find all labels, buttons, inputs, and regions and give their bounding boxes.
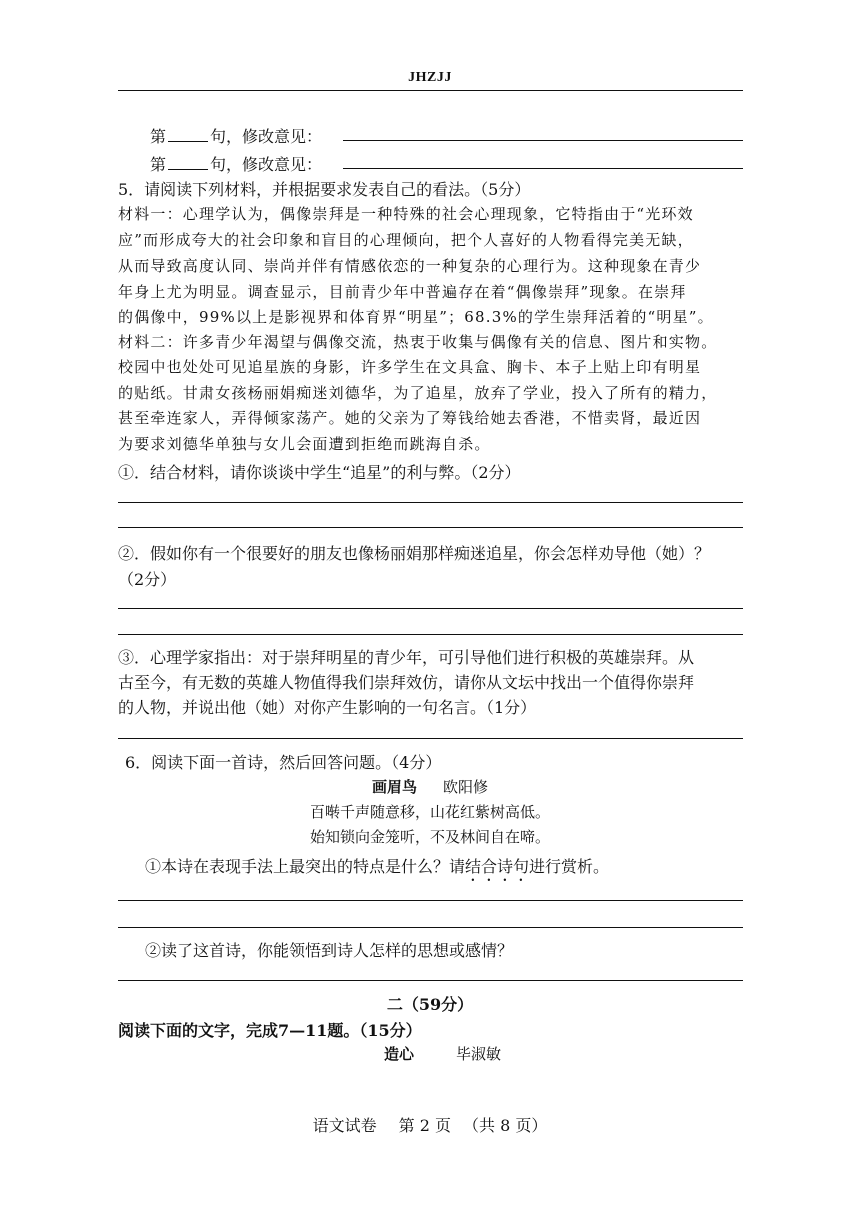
article-heading xyxy=(384,1043,501,1064)
q5-material2-line: 的贴纸。甘肃女孩杨丽娟痴迷刘德华，为了追星，放弃了学业，投入了所有的精力， xyxy=(118,384,718,402)
q5-sub1: ①．结合材料，请你谈谈中学生“追星”的利与弊。（2分） xyxy=(118,463,521,482)
section-title: 二（59分） xyxy=(386,995,474,1014)
answer-line[interactable] xyxy=(118,634,743,635)
revision-prefix: 第 xyxy=(150,155,167,174)
q5-material2-line: 甚至牵连家人，弄得倾家荡产。她的父亲为了筹钱给她去香港，不惜卖肾，最近因 xyxy=(118,409,702,427)
q6-title: 6．阅读下面一首诗，然后回答问题。（4分） xyxy=(125,753,442,772)
revision-prefix: 第 xyxy=(150,127,167,146)
q6-sub1-text-end: 进行赏析。 xyxy=(529,857,610,876)
q5-sub3-line: 古至今，有无数的英雄人物值得我们崇拜效仿，请你从文坛中找出一个值得你崇拜 xyxy=(118,673,695,692)
q5-material1-line: 应”而形成夸大的社会印象和盲目的心理倾向，把个人喜好的人物看得完美无缺， xyxy=(118,231,694,249)
revision-line-2 xyxy=(150,152,322,175)
page-footer xyxy=(0,1113,860,1136)
answer-line[interactable] xyxy=(118,900,743,901)
revision-suffix: 句，修改意见： xyxy=(210,155,323,174)
article-title: 造心 xyxy=(384,1045,415,1063)
q5-material1-line: 年身上尤为明显。调查显示，目前青少年中普遍存在着“偶像崇拜”现象。在崇拜 xyxy=(118,283,687,301)
footer-page: 第 2 页 xyxy=(398,1116,451,1135)
page-header: JHZJJ xyxy=(408,70,452,85)
q5-material2-line: 材料二：许多青少年渴望与偶像交流，热衷于收集与偶像有关的信息、图片和实物。 xyxy=(118,333,718,351)
footer-subject: 语文试卷 xyxy=(312,1116,377,1135)
header-rule xyxy=(118,90,743,91)
answer-line[interactable] xyxy=(118,980,743,981)
poem-title: 画眉鸟 xyxy=(371,778,417,796)
article-author: 毕淑敏 xyxy=(456,1045,502,1063)
q5-sub3-line: 的人物，并说出他（她）对你产生影响的一句名言。（1分） xyxy=(118,698,537,717)
q5-material2-line: 为要求刘德华单独与女儿会面遭到拒绝而跳海自杀。 xyxy=(118,435,491,453)
q6-sub1-emphasis: 结合诗句 xyxy=(465,857,530,876)
q5-sub2: ②．假如你有一个很要好的朋友也像杨丽娟那样痴迷追星，你会怎样劝导他（她）？ xyxy=(118,544,711,563)
footer-total: （共 8 页） xyxy=(463,1116,548,1135)
q6-sub1-text: ①本诗在表现手法上最突出的特点是什么？请 xyxy=(145,857,466,876)
q5-title: 5．请阅读下列材料，并根据要求发表自己的看法。（5分） xyxy=(118,180,531,199)
revision-suffix: 句，修改意见： xyxy=(210,127,323,146)
answer-line[interactable] xyxy=(118,608,743,609)
q5-sub3-line: ③．心理学家指出：对于崇拜明星的青少年，可引导他们进行积极的英雄崇拜。从 xyxy=(118,648,695,667)
q5-material1-line: 材料一：心理学认为，偶像崇拜是一种特殊的社会心理现象，它特指由于“光环效 xyxy=(118,205,694,223)
poem-line: 百啭千声随意移，山花红紫树高低。 xyxy=(309,803,550,821)
poem-line: 始知锁向金笼听，不及林间自在啼。 xyxy=(309,828,550,846)
revision-answer-line-1[interactable] xyxy=(343,140,743,141)
answer-line[interactable] xyxy=(118,927,743,928)
q5-material1-line: 的偶像中，99%以上是影视界和体育界“明星”；68.3%的学生崇拜活着的“明星”。 xyxy=(118,308,714,326)
poem-heading xyxy=(0,776,860,797)
revision-line-1 xyxy=(150,124,322,147)
answer-line[interactable] xyxy=(118,738,743,739)
q5-material1-line: 从而导致高度认同、崇尚并伴有情感依恋的一种复杂的心理行为。这种现象在青少 xyxy=(118,257,702,275)
section-instruction: 阅读下面的文字，完成7—11题。（15分） xyxy=(118,1021,422,1040)
q6-sub2: ②读了这首诗，你能领悟到诗人怎样的思想或感情？ xyxy=(145,941,514,960)
revision-answer-line-2[interactable] xyxy=(343,168,743,169)
q6-sub1 xyxy=(145,854,609,885)
sentence-number-blank[interactable] xyxy=(168,155,208,170)
sentence-number-blank[interactable] xyxy=(168,127,208,142)
poem-author: 欧阳修 xyxy=(443,778,489,796)
answer-line[interactable] xyxy=(118,527,743,528)
answer-line[interactable] xyxy=(118,502,743,503)
q5-sub2-points: （2分） xyxy=(118,570,177,589)
q5-material2-line: 校园中也处处可见追星族的身影，许多学生在文具盒、胸卡、本子上贴上印有明星 xyxy=(118,358,702,376)
